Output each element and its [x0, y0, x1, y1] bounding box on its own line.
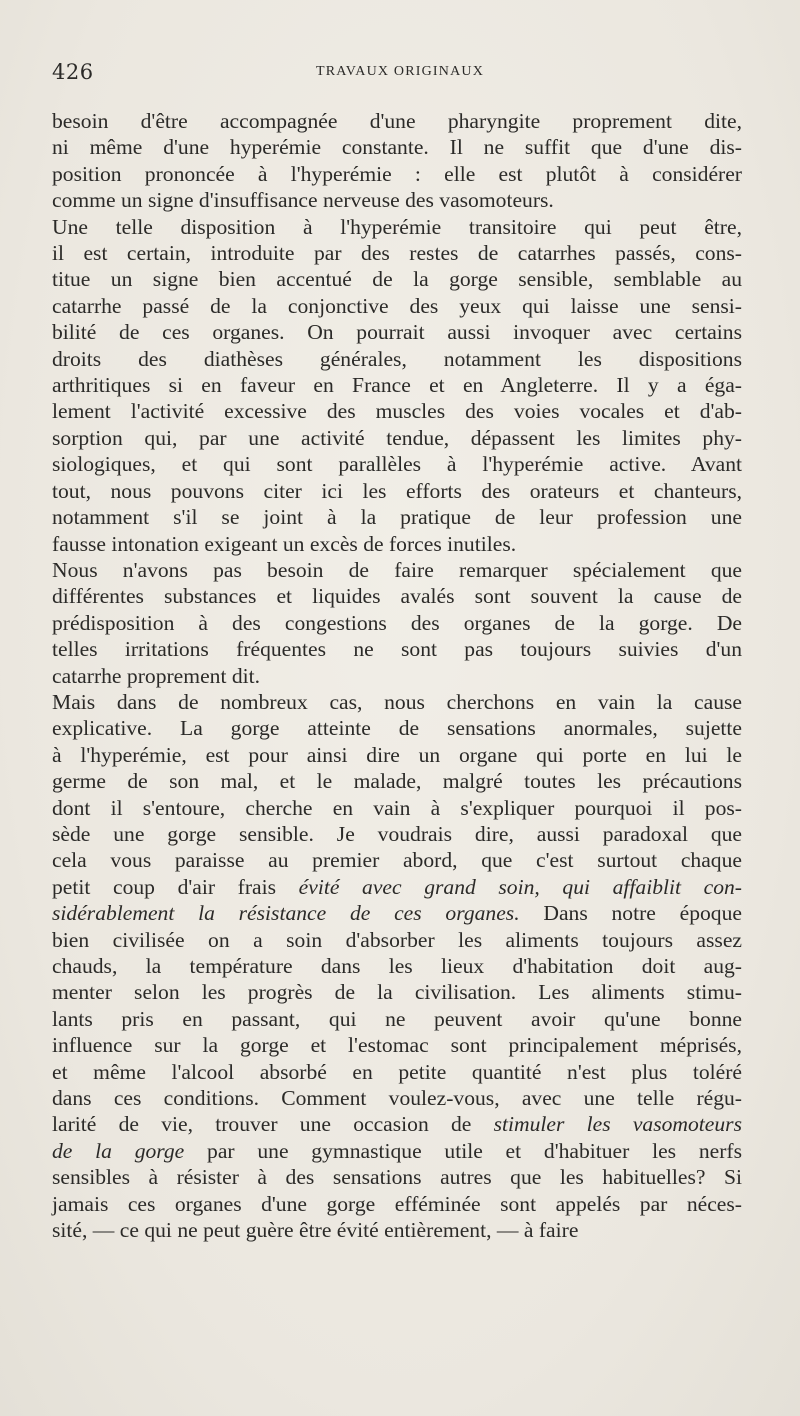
text-line: dans ces conditions. Comment voulez-vous, avec une telle régu- [52, 1086, 742, 1111]
text-line: différentes substances et liquides avalés sont souvent la cause de [52, 584, 742, 609]
text-line: menter selon les progrès de la civilisation. Les aliments stimu- [52, 980, 742, 1005]
text-line: tout, nous pouvons citer ici les efforts des orateurs et chanteurs, [52, 478, 742, 503]
italic-run: évité avec grand soin, qui affaiblit con- [298, 874, 742, 899]
text-line: notamment s'il se joint à la pratique de leur profession une [52, 505, 742, 530]
text-line: germe de son mal, et le malade, malgré toutes les précautions [52, 769, 742, 794]
text-line: arthritiques si en faveur en France et en Angleterre. Il y a éga- [52, 373, 742, 398]
text-line: sorption qui, par une activité tendue, dépassent les limites phy- [52, 425, 742, 450]
page-header [52, 60, 748, 90]
text-run: petit coup d'air frais [52, 874, 299, 899]
text-line: lants pris en passant, qui ne peuvent avoir qu'une bonne [52, 1006, 742, 1031]
text-line: siologiques, et qui sont parallèles à l'hyperémie active. Avant [52, 452, 742, 477]
text-line [52, 1111, 742, 1137]
text-line: Mais dans de nombreux cas, nous cherchons en vain la cause [52, 689, 742, 714]
text-line: dont il s'entoure, cherche en vain à s'expliquer pourquoi il pos- [52, 795, 742, 820]
text-line: besoin d'être accompagnée d'une pharyngite proprement dite, [52, 109, 742, 133]
text-line: explicative. La gorge atteinte de sensations anormales, sujette [52, 716, 742, 741]
text-line: titue un signe bien accentué de la gorge sensible, semblable au [52, 267, 742, 292]
italic-run: sidérablement la résistance de ces organes. [52, 901, 520, 926]
running-title: TRAVAUX ORIGINAUX [315, 64, 485, 79]
text-line [52, 1138, 742, 1164]
text-run: Dans notre époque [519, 901, 742, 926]
text-run: larité de vie, trouver une occasion de [52, 1112, 494, 1137]
italic-run: de la gorge [52, 1138, 185, 1163]
paragraph [52, 557, 742, 689]
paragraph [52, 214, 742, 557]
page-number: 426 [52, 60, 94, 84]
text-line: Une telle disposition à l'hyperémie transitoire qui peut être, [52, 214, 742, 239]
paragraph [52, 689, 742, 1244]
text-line: cela vous paraisse au premier abord, que c'est surtout chaque [52, 848, 742, 873]
text-run: par une gymnastique utile et d'habituer les nerfs [184, 1138, 742, 1163]
text-line: prédisposition à des congestions des organes de la gorge. De [52, 610, 742, 635]
text-line: fausse intonation exigeant un excès de forces inutiles. [52, 531, 517, 556]
text-line: chauds, la température dans les lieux d'habitation doit aug- [52, 954, 742, 978]
text-line: sensibles à résister à des sensations autres que les habituelles? Si [52, 1165, 742, 1190]
paragraph [52, 108, 742, 214]
text-line: jamais ces organes d'une gorge efféminée sont appelés par néces- [52, 1191, 742, 1216]
italic-run: stimuler les vasomoteurs [493, 1112, 742, 1137]
text-line: Nous n'avons pas besoin de faire remarquer spécialement que [52, 557, 742, 582]
text-line [52, 900, 742, 926]
text-line: bilité de ces organes. On pourrait aussi invoquer avec certains [52, 320, 742, 345]
text-line: à l'hyperémie, est pour ainsi dire un organe qui porte en lui le [52, 742, 742, 767]
text-line: catarrhe proprement dit. [52, 663, 261, 688]
text-line: droits des diathèses générales, notamment les dispositions [52, 346, 742, 371]
text-line [52, 874, 742, 900]
text-line: influence sur la gorge et l'estomac sont principalement méprisés, [52, 1033, 742, 1058]
text-line: comme un signe d'insuffisance nerveuse des vasomoteurs. [52, 188, 554, 213]
text-line: sède une gorge sensible. Je voudrais dire, aussi paradoxal que [52, 821, 742, 846]
text-line: il est certain, introduite par des restes de catarrhes passés, cons- [52, 241, 742, 266]
text-line: position prononcée à l'hyperémie : elle est plutôt à considérer [52, 161, 742, 186]
text-line: telles irritations fréquentes ne sont pas toujours suivies d'un [52, 637, 742, 662]
text-line: lement l'activité excessive des muscles des voies vocales et d'ab- [52, 399, 742, 424]
body-text [52, 108, 742, 1243]
text-line: et même l'alcool absorbé en petite quantité n'est plus toléré [52, 1059, 742, 1084]
text-line: sité, — ce qui ne peut guère être évité entièrement, — à faire [52, 1218, 579, 1243]
text-line: ni même d'une hyperémie constante. Il ne suffit que d'une dis- [52, 135, 742, 160]
text-line: bien civilisée on a soin d'absorber les aliments toujours assez [52, 927, 742, 952]
text-line: catarrhe passé de la conjonctive des yeux qui laisse une sensi- [52, 293, 742, 318]
